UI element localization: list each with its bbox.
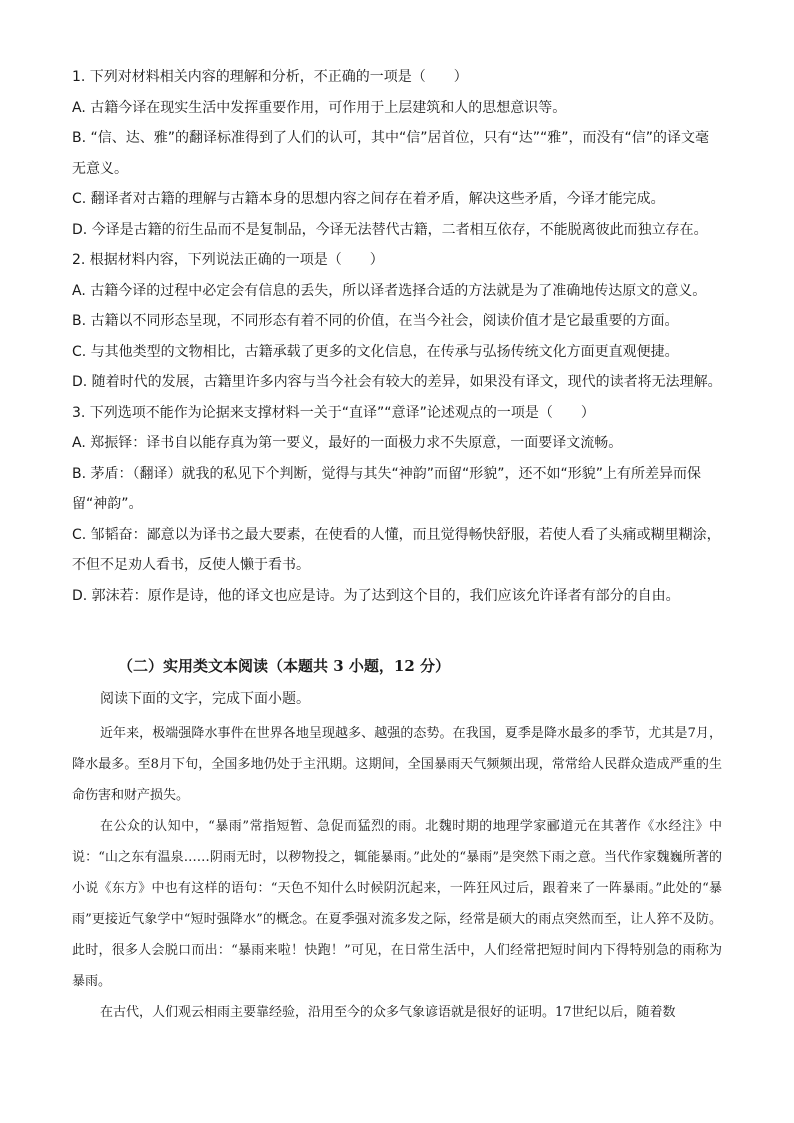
question-2-option-a: A. 古籍今译的过程中必定会有信息的丢失，所以译者选择合适的方法就是为了准确地传达原文的意义。 (72, 282, 707, 299)
question-2-option-c: C. 与其他类型的文物相比，古籍承载了更多的文化信息，在传承与弘扬传统文化方面更直观便捷。 (72, 343, 679, 360)
question-3-option-c: C. 邹韬奋：鄙意以为译书之最大要素，在使看的人懂，而且觉得畅快舒服，若使人看了头痛或糊里糊涂，不但不足劝人看书，反使人懒于看书。 (72, 526, 721, 573)
question-3-option-b: B. 茅盾：（翻译）就我的私见下个判断，觉得与其失“神韵”而留“形貌”，还不如“形貌”上有所差异而保留“神韵”。 (72, 465, 702, 512)
question-1-option-c: C. 翻译者对古籍的理解与古籍本身的思想内容之间存在着矛盾，解决这些矛盾，今译才能完成。 (72, 191, 665, 207)
question-1-option-b: B. “信、达、雅”的翻译标准得到了人们的认可，其中“信”居首位，只有“达”“雅”，而没有“信”的译文毫无意义。 (72, 130, 710, 177)
question-2-stem: 2. 根据材料内容，下列说法正确的一项是（ ） (72, 252, 384, 268)
passage-paragraph-3: 在古代，人们观云相雨主要靠经验，沿用至今的众多气象谚语就是很好的证明。17世纪以后，随着数 (100, 1005, 676, 1020)
question-3-option-d: D. 郭沫若：原作是诗，他的译文也应是诗。为了达到这个目的，我们应该允许译者有部分的自由。 (72, 587, 680, 604)
question-block (0, 62, 794, 611)
question-1-option-d: D. 今译是古籍的衍生品而不是复制品，今译无法替代古籍，二者相互依存，不能脱离彼此而独立存在。 (72, 221, 708, 238)
section-intro: 阅读下面的文字，完成下面小题。 (100, 691, 310, 707)
section-title: （二）实用类文本阅读（本题共 3 小题，12 分） (118, 657, 450, 675)
question-3-option-a: A. 郑振铎：译书自以能存真为第一要义，最好的一面极力求不失原意，一面要译文流畅。 (72, 435, 623, 451)
question-1-option-a: A. 古籍今译在现实生活中发挥重要作用，可作用于上层建筑和人的思想意识等。 (72, 99, 567, 116)
reading-passage (72, 718, 722, 1028)
question-3-stem: 3. 下列选项不能作为论据来支撑材料一关于“直译”“意译”论述观点的一项是（ ） (72, 404, 595, 421)
question-1-stem: 1. 下列对材料相关内容的理解和分析，不正确的一项是（ ） (72, 69, 468, 85)
passage-paragraph-1: 近年来，极端强降水事件在世界各地呈现越多、越强的态势。在我国，夏季是降水最多的季节，尤其是7月，降水最多。至8月下旬，全国多地仍处于主汛期。这期间，全国暴雨天气频频出现，常常给人民群众造成严重的生命伤害和财产损失。 (72, 726, 722, 803)
question-2-option-b: B. 古籍以不同形态呈现，不同形态有着不同的价值，在当今社会，阅读价值才是它最重要的方面。 (72, 313, 679, 329)
question-2-option-d: D. 随着时代的发展，古籍里许多内容与当今社会有较大的差异，如果没有译文，现代的读者将无法理解。 (72, 374, 722, 390)
passage-paragraph-2: 在公众的认知中，“暴雨”常指短暂、急促而猛烈的雨。北魏时期的地理学家郦道元在其著作《水经注》中说：“山之东有温泉……阴雨无时，以秽物投之，辄能暴雨。”此处的“暴雨”是突然下雨之意。当代作家魏巍所著的小说《东方》中也有这样的语句：“天色不知什么时候阴沉起来，一阵狂风过后，跟着来了一阵暴雨。”此处的“暴雨”更接近气象学中“短时强降水”的概念。在夏季强对流多发之际，经常是硕大的雨点突然而至，让人猝不及防。此时，很多人会脱口而出：“暴雨来啦！快跑！”可见，在日常生活中，人们经常把短时间内下得特别急的雨称为暴雨。 (72, 819, 722, 989)
